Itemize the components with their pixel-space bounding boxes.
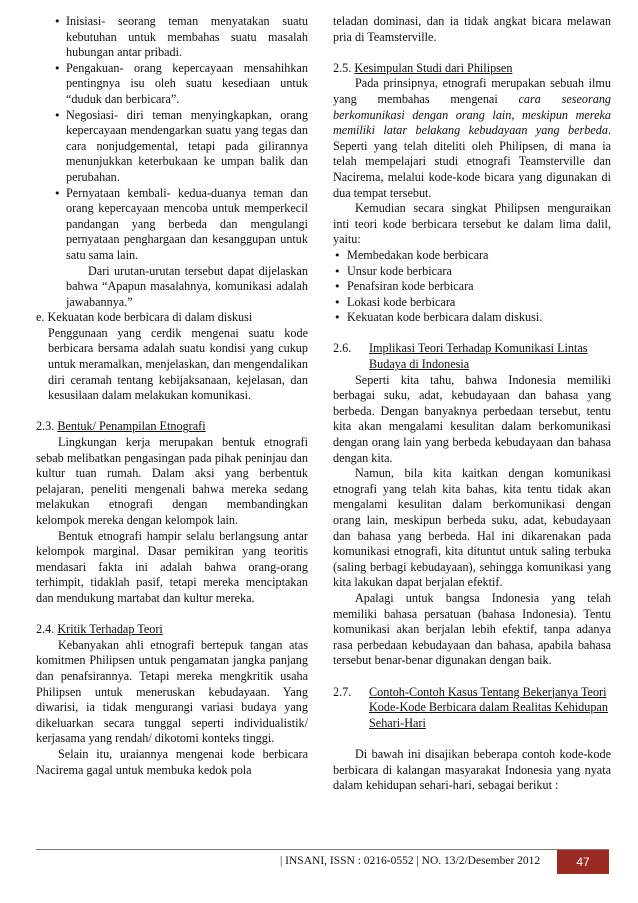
section-number: 2.6. xyxy=(333,341,352,356)
dalil-list xyxy=(333,248,611,326)
section-number: 2.4. xyxy=(36,622,55,637)
list-item: • Lokasi kode berbicara xyxy=(333,295,611,311)
section-number: 2.3. xyxy=(36,419,55,434)
text-run-italic: cara seseorang berkomunikasi dengan orang lain, meskipun mereka memiliki latar belakang kebudayaan yang berbeda xyxy=(333,91,612,138)
paragraph-continuation: teladan dominasi, dan ia tidak angkat bicara melawan pria di Teamsterville. xyxy=(333,14,611,44)
right-column xyxy=(333,14,611,794)
left-column xyxy=(36,14,308,778)
section-2-5-heading xyxy=(333,61,611,77)
paragraph-urutan: Dari urutan-urutan tersebut dapat dijelaskan bahwa “Apapun masalahnya, komunikasi adalah jawabannya.” xyxy=(66,263,308,309)
list-item: • Penafsiran kode berbicara xyxy=(333,279,611,295)
relationship-stages-list xyxy=(36,14,308,264)
section-title: Bentuk/ Penampilan Etnografi xyxy=(57,419,206,434)
section-2-6-heading xyxy=(333,341,611,372)
section-title: Contoh-Contoh Kasus Tentang Bekerjanya Teori Kode-Kode Berbicara dalam Realitas Kehidupan Sehari-Hari xyxy=(369,684,608,730)
text-run: . Seperti yang telah diteliti oleh Philipsen, di mana ia telah mempelajari studi etnografi Teamsterville dan Nacirema, melalui kode-kode bicara yang digunakan di dua tempat tersebut. xyxy=(333,123,611,200)
list-item: • Negosiasi- diri teman menyingkapkan, orang kepercayaan mendengarkan suatu yang tegas dan cara nonjudgemental, tetapi pada gilirannya menunjukkan keterbukaan ke umpan balik dan perubahan. xyxy=(36,108,308,186)
item-e-text: Penggunaan yang cerdik mengenai suatu kode berbicara bersama adalah suatu kondisi yang cukup untuk meramalkan, menjelaskan, dan mengendalikan diri ceramah tentang kebijaksanaan, kejelasan, dan kesusilaan dalam melakukan komunikasi. xyxy=(48,325,308,403)
paragraph: Seperti kita tahu, bahwa Indonesia memiliki berbagai suku, adat, kebudayaan dan bahasa yang berbeda. Dengan banyaknya perbedaan tersebut, tentu kita akan mengalami kesulitan dalam berkomunikasi dengan orang lain yang berbeda kebudayaan dan bahasa dengan kita. xyxy=(333,372,611,465)
item-e-label: e. Kekuatan kode berbicara di dalam diskusi xyxy=(36,310,253,325)
list-item: • Kekuatan kode berbicara dalam diskusi. xyxy=(333,310,611,326)
paragraph: Selain itu, uraiannya mengenai kode berbicara Nacirema gagal untuk membuka kedok pola xyxy=(36,746,308,777)
section-title: Kesimpulan Studi dari Philipsen xyxy=(354,60,513,75)
page-number: 47 xyxy=(557,850,609,874)
section-number: 2.5. xyxy=(333,60,352,75)
list-item: • Unsur kode berbicara xyxy=(333,264,611,280)
paragraph: Kemudian secara singkat Philipsen menguraikan inti teori kode berbicara tersebut ke dalam lima dalil, yaitu: xyxy=(333,201,611,247)
section-title: Kritik Terhadap Teori xyxy=(57,622,163,637)
journal-footer: | INSANI, ISSN : 0216-0552 | NO. 13/2/Desember 2012 xyxy=(280,855,541,867)
section-2-4-heading xyxy=(36,622,308,638)
text-run: Pada prinsipnya, etnografi merupakan sebuah ilmu yang membahas mengenai xyxy=(333,76,611,106)
list-item: • Inisiasi- seorang teman menyatakan suatu kebutuhan untuk membahas suatu masalah hubungan antar pribadi. xyxy=(36,14,308,61)
footer-divider xyxy=(36,849,609,850)
section-2-7-heading xyxy=(333,685,611,732)
paragraph: Di bawah ini disajikan beberapa contoh kode-kode berbicara di kalangan masyarakat Indonesia yang nyata dalam kehidupan sehari-hari, sebagai berikut : xyxy=(333,746,611,793)
paragraph: Namun, bila kita kaitkan dengan komunikasi etnografi yang telah kita bahas, kita tentu tidak akan mengalami kesulitan dalam berkomunikasi dengan orang lain, meskipun berbeda suku, adat, kebudayaan dan bahasa yang berbeda. Hal ini dikarenakan pada komunikasi etnografi, kita dituntut untuk saling terbuka (saling berbagi kebudayaan), sehingga komunikasi yang kita lakukan dapat berjalan efektif. xyxy=(333,466,611,590)
paragraph: Kebanyakan ahli etnografi bertepuk tangan atas komitmen Philipsen untuk pengamatan jangka panjang dan penafsirannya. Tetapi mereka mengkritik usaha Philipsen untuk meneruskan kebudayaan. Yang diwarisi, ia tidak mengurangi variasi budaya yang dikeluarkan secara tunggal seperti individualistik/ kerjasama yang rendah/ dikotomi konteks tinggi. xyxy=(36,637,308,746)
paragraph: Bentuk etnografi hampir selalu berlangsung antar kelompok marginal. Dasar pemikiran yang teoritis mendasari fakta ini adalah bahwa orang-orang terhimpit, tidaklah pasif, tetapi mereka menciptakan dan mendukung martabat dan kultur mereka. xyxy=(36,528,308,605)
list-item: • Membedakan kode berbicara xyxy=(333,248,611,264)
list-item: • Pengakuan- orang kepercayaan mensahihkan pentingnya isu oleh suatu kesediaan untuk “duduk dan berbicara”. xyxy=(36,61,308,108)
section-number: 2.7. xyxy=(333,684,352,699)
list-item: • Pernyataan kembali- kedua-duanya teman dan orang kepercayaan mencoba untuk memperkecil pandangan yang berbeda dan mengulangi pernyataan penghargaan dan kesanggupan untuk satu sama lain. xyxy=(36,186,308,264)
paragraph xyxy=(333,76,611,201)
paragraph: Apalagi untuk bangsa Indonesia yang telah memiliki bahasa persatuan (bahasa Indonesia). Tentu komunikasi akan berjalan lebih efektif, tanpa adanya rasa perbedaan kebudayaan dan bahasa, apabila bahasa tersebut benar-benar digunakan dengan baik. xyxy=(333,590,611,668)
section-2-3-heading xyxy=(36,419,308,435)
section-title: Implikasi Teori Terhadap Komunikasi Lintas Budaya di Indonesia xyxy=(369,341,588,372)
paragraph: Lingkungan kerja merupakan bentuk etnografi sebab melibatkan pengasingan pada pihak peninjau dan kultur tuan rumah. Dalam aksi yang berbentuk pelajaran, peneliti mengenali bahwa mereka sedang melakukan etnografi dengan membandingkan kelompok mereka dengan kelompok lain. xyxy=(36,435,308,527)
